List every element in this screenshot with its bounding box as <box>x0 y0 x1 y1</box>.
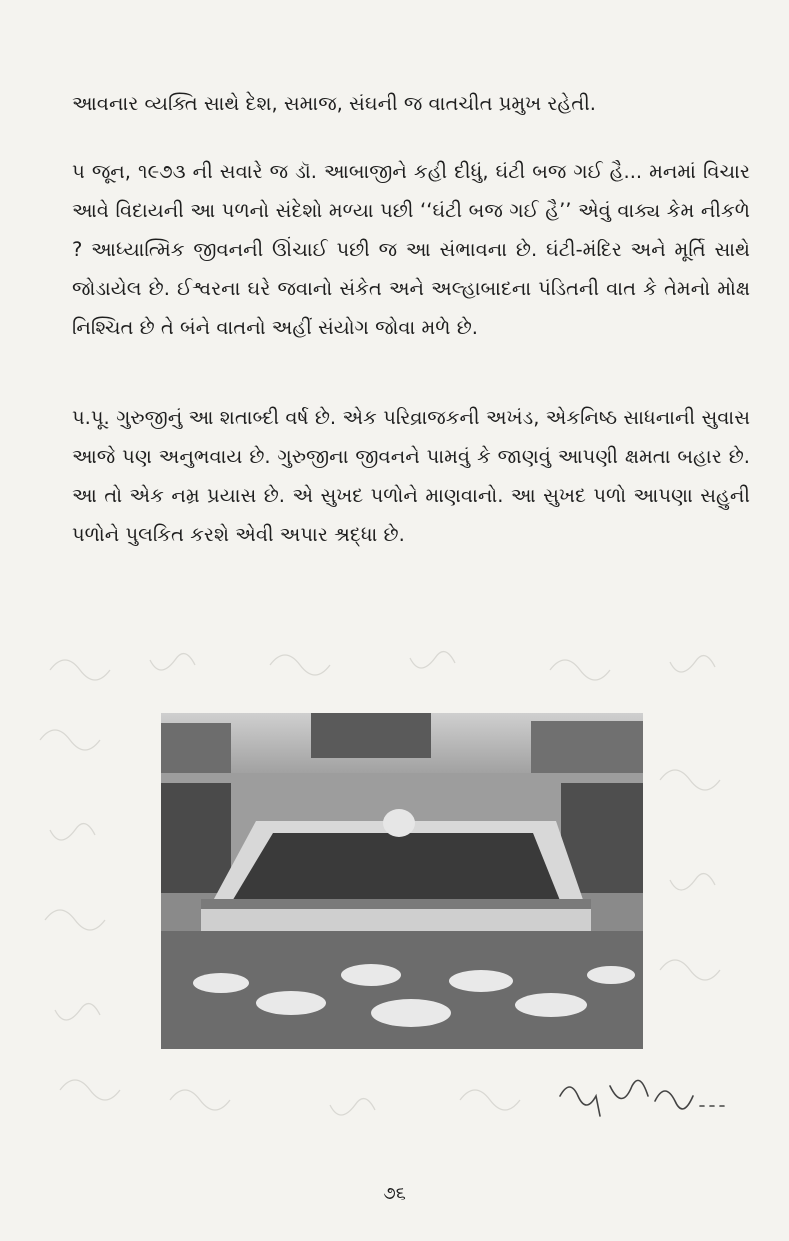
memorial-photo-image <box>161 713 643 1049</box>
memorial-photo <box>161 713 643 1049</box>
paragraph-1: આવનાર વ્યક્તિ સાથે દેશ, સમાજ, સંઘની જ વાતચીત પ્રમુખ રહેતી. <box>72 92 596 115</box>
page-number: ૭૬ <box>383 1183 406 1204</box>
paragraph-2: ૫ જૂન, ૧૯૭૩ ની સવારે જ ડૉ. આબાજીને કહી દીધું, ઘંટી બજ ગઈ હૈ... મનમાં વિચાર આવે વિદાયની આ પળનો સંદેશો મળ્યા પછી ‘‘ઘંટી બજ ગઈ હૈ’’ એવું વાક્ય કેમ નીકળે ? આધ્યાત્મિક જીવનની ઊંચાઈ પછી જ આ સંભાવના છે. ઘંટી-મંદિર અને મૂર્તિ સાથે જોડાયેલ છે. ઈશ્વરના ઘરે જવાનો સંકેત અને અલ્હાબાદના પંડિતની વાત કે તેમનો મોક્ષ નિશ્ચિત છે તે બંને વાતનો અહીં સંયોગ જોવા મળે છે. <box>72 160 750 339</box>
handwritten-signature <box>550 1066 750 1126</box>
paragraph-3: પ.પૂ. ગુરુજીનું આ શતાબ્દી વર્ષ છે. એક પરિવ્રાજકની અખંડ, એકનિષ્ઠ સાધનાની સુવાસ આજે પણ અનુભવાય છે. ગુરુજીના જીવનને પામવું કે જાણવું આપણી ક્ષમતા બહાર છે. આ તો એક નમ્ર પ્રયાસ છે. એ સુખદ પળોને માણવાનો. આ સુખદ પળો આપણા સહુની પળોને પુલકિત કરશે એવી અપાર શ્રદ્ધા છે. <box>72 406 750 546</box>
